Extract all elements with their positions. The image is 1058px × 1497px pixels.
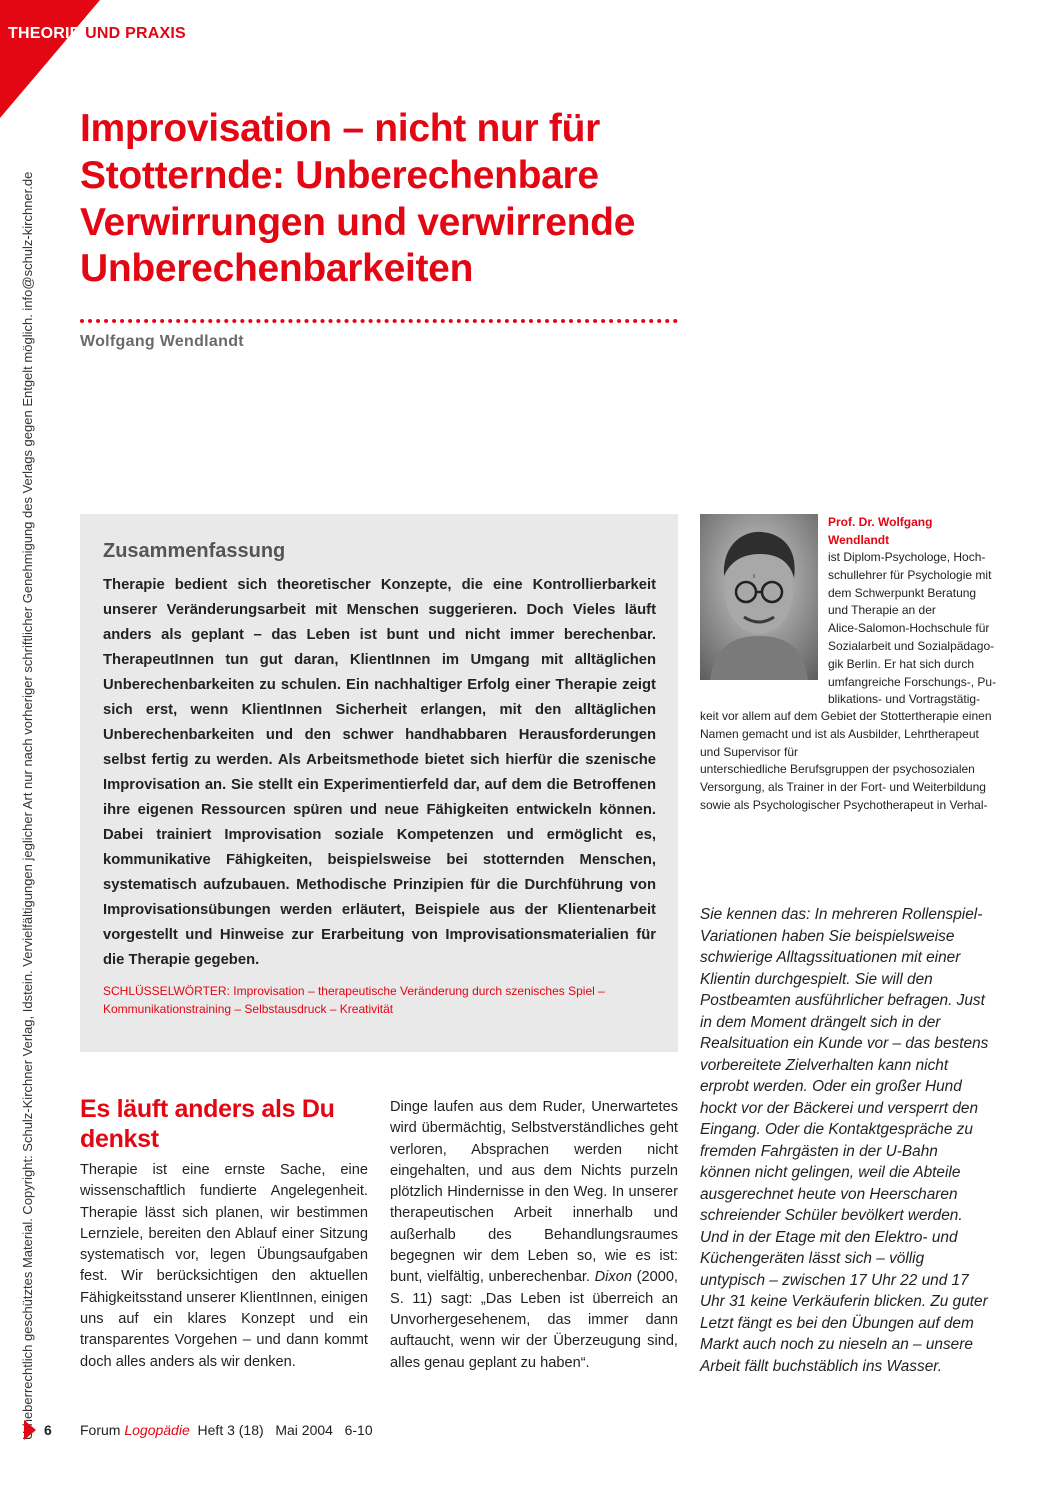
bio-line: Alice-Salomon-Hochschule für (828, 621, 990, 636)
title-divider (80, 319, 678, 323)
summary-heading: Zusammenfassung (103, 540, 286, 562)
body-text: (2000, S. 11) sagt: „Das Leben ist überreich an Unvorhergesehenem, das immer dann auftaucht, wenn wir der Überzeugung sind, alles genau geplant zu haben“. (390, 1269, 678, 1371)
bio-text-below-photo (700, 708, 996, 815)
bio-line: und Supervisor für (700, 744, 799, 759)
summary-box (80, 514, 678, 1052)
intro-paragraph: Sie kennen das: In mehreren Rollenspiel-Variationen haben Sie beispielsweise schwierige Alltagssituationen mit einer Klientin durchgespielt. Sie will den Postbeamten ausführlicher befragen. Just in dem Moment drängelt sich in der Realsituation ein Kunde vor – das bestens vorbereitete Zielverhalten kann nicht erprobt werden. Oder ein großer Hund hockt vor der Bäckerei und versperrt den Eingang. Oder die Kontaktgespräche zu fremden Fahrgästen in der U-Bahn können nicht gelingen, weil die Abteile ausgerechnet heute von Heerscharen schreiender Schüler bevölkert werden. Und in der Etage mit den Elektro- und Küchengeräten lässt sich – völlig untypisch – zwischen 17 Uhr 22 und 17 Uhr 31 keine Verkäuferin blicken. Zu guter Letzt fängt es bei den Übungen auf dem Markt auch noch zu nieseln an – unsere Arbeit fällt buchstäblich ins Wasser. (700, 906, 989, 1375)
bio-line: gik Berlin. Er hat sich durch (828, 656, 975, 671)
bio-name: Prof. Dr. Wolfgang Wendlandt (828, 515, 933, 547)
author-name: Wolfgang Wendlandt (80, 333, 244, 350)
bio-line: Versorgung, als Trainer in der Fort- und Weiterbildung (700, 780, 986, 795)
bio-line: blikations- und Vortragstätig- (828, 692, 981, 707)
body-column-1: Therapie ist eine ernste Sache, eine wissenschaftlich fundierte Angelegenheit. Therapie lässt sich planen, wir bestimmen Lernziele, bereiten den Ablauf einer Sitzung systematisch vor, legen Übungsaufgaben fest. Wir berücksichtigen den aktuellen Fähigkeitsstand unserer KlientInnen, einigen uns auf ein klares Konzept und ein transparentes Vorgehen – und dann kommt doch alles anders als wir denken. (80, 1162, 369, 1370)
bio-line: dem Schwerpunkt Beratung (828, 585, 977, 600)
bio-line: Namen gemacht und ist als Ausbilder, Lehrtherapeut (700, 726, 979, 741)
section-label-part2: UND PRAXIS (85, 25, 186, 42)
bio-line: schullehrer für Psychologie mit (828, 567, 992, 582)
page-marker-triangle (24, 1420, 36, 1440)
bio-text-beside-photo (828, 549, 997, 709)
bio-line: Sozialarbeit und Sozialpädago- (828, 638, 995, 653)
footer-issue: Heft 3 (18) Mai 2004 6-10 (189, 1422, 373, 1438)
page-number: 6 (44, 1422, 52, 1438)
author-photo (700, 514, 818, 680)
footer-citation (80, 1422, 373, 1438)
keywords: SCHLÜSSELWÖRTER: Improvisation – therapeutische Veränderung durch szenisches Spiel – Kommunikationstraining – Selbstausdruck – Kreativität (103, 984, 605, 1016)
bio-line: unterschiedliche Berufsgruppen der psychosozialen (700, 762, 975, 777)
bio-line: und Therapie an der (828, 603, 936, 618)
bio-line: umfangreiche Forschungs-, Pu- (828, 674, 997, 689)
footer-prefix: Forum (80, 1422, 125, 1438)
corner-red-triangle (0, 0, 100, 118)
copyright-notice: Urheberrechtlich geschütztes Material. Copyright: Schulz-Kirchner Verlag, Idstein. Vervielfältigungen jeglicher Art nur nach vorheriger schriftlicher Genehmigung des Verlags gegen Entgelt möglich. info@schulz-kirchner.de (20, 171, 35, 1440)
bio-line: keit vor allem auf dem Gebiet der Stottertherapie einen (700, 709, 992, 723)
bio-line: sowie als Psychologischer Psychotherapeut in Verhal- (700, 797, 988, 812)
citation-author: Dixon (594, 1269, 632, 1286)
body-column-2 (390, 1097, 678, 1374)
magazine-name: Logopädie (124, 1422, 190, 1438)
article-title: Improvisation – nicht nur für Stotternde: Unberechenbare Verwirrungen und verwirrende Unberechenbarkeiten (80, 107, 636, 291)
section-heading: Es läuft anders als Du denkst (80, 1095, 335, 1153)
bio-line: ist Diplom-Psychologe, Hoch- (828, 550, 986, 564)
body-text: Dinge laufen aus dem Ruder, Unerwartetes wird übermächtig, Selbstverständliches geht verloren, Absprachen werden nicht eingehalten, und aus dem Nichts purzeln plötzlich Hindernisse in den Weg. In unserer therapeutischen Arbeit innerhalb und außerhalb des Behandlungsraumes begegnen wir dem Leben so, wie es ist: bunt, vielfältig, unberechenbar. (390, 1099, 678, 1286)
section-label-part1: THEORIE (8, 25, 86, 42)
summary-text: Therapie bedient sich theoretischer Konzepte, die eine Kontrollierbarkeit unserer Veränderungsarbeit mit Menschen suggerieren. Doch Vieles läuft anders als geplant – das Leben ist bunt und nicht immer berechenbar. TherapeutInnen tun gut daran, KlientInnen im Umgang mit alltäglichen Unberechenbarkeiten zu schulen. Ein nachhaltiger Erfolg einer Therapie zeigt sich erst, wenn KlientInnen Sicherheit erlangen, mit den alltäglichen Unberechenbarkeiten und den schwer handhabbaren Herausforderungen selbst fertig zu werden. Als Arbeitsmethode bietet sich hierfür die szenische Improvisation an. Sie stellt ein Experimentierfeld dar, auf dem die Betroffenen ihre eigenen Ressourcen spüren und neue Fähigkeiten entwickeln können. Dabei trainiert Improvisation soziale Kompetenzen und ermöglicht es, kommunikative Fähigkeiten, beispielsweise bei stotternden Menschen, systematisch aufzubauen. Methodische Prinzipien für die Durchführung von Improvisationsübungen werden erläutert, Beispiele aus der Klientenarbeit vorgestellt und Hinweise zur Erarbeitung von Improvisationsmaterialien für die Therapie gegeben. (103, 577, 656, 968)
section-label (8, 25, 186, 43)
